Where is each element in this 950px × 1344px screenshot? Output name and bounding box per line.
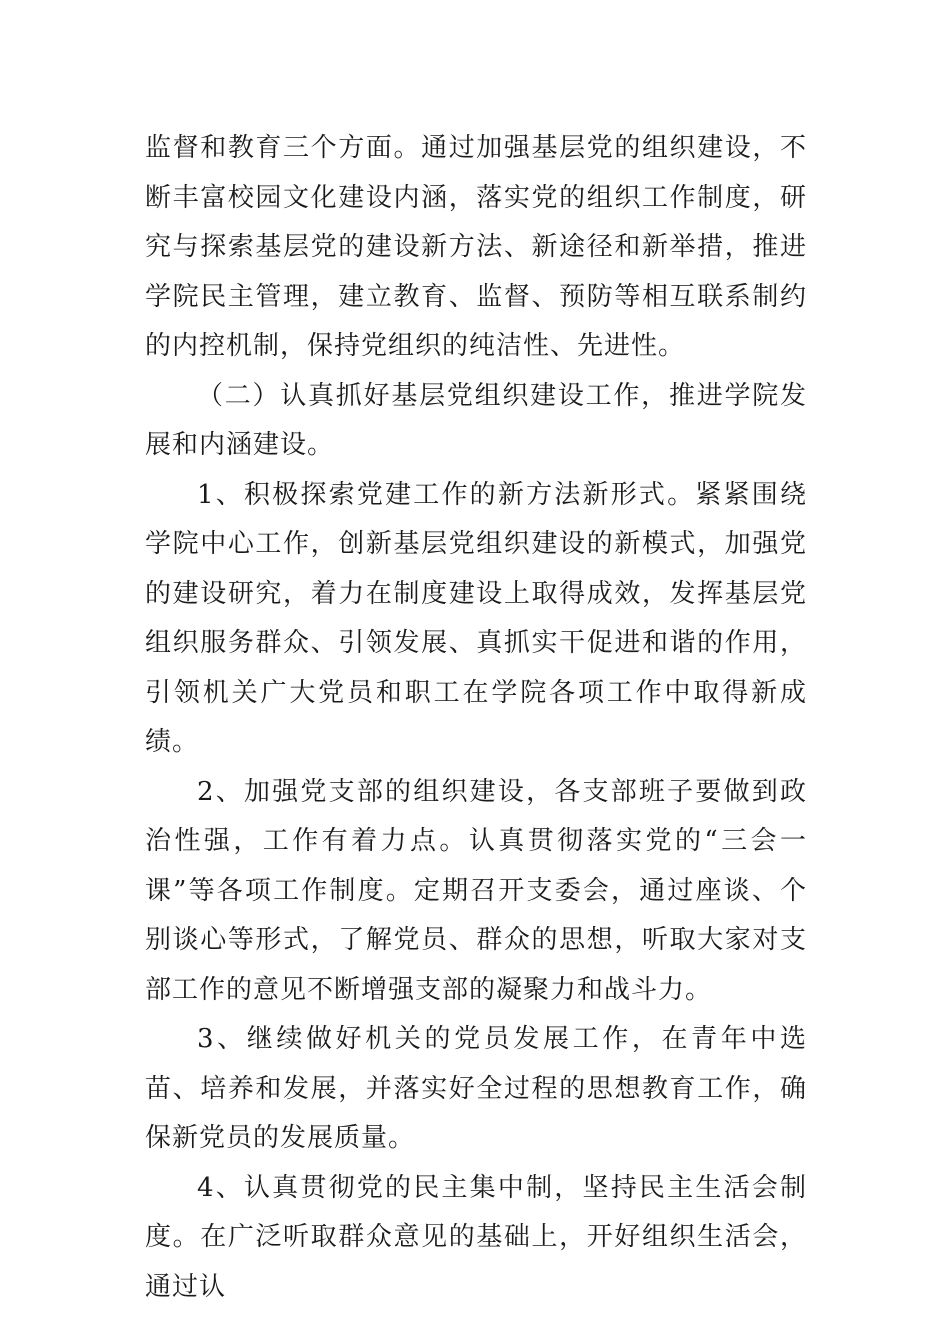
paragraph-item-4: 4、认真贯彻党的民主集中制，坚持民主生活会制度。在广泛听取群众意见的基础上，开好组织生活会，通过认 [145,1172,807,1302]
document-body [145,124,807,1312]
paragraph-item-2: 2、加强党支部的组织建设，各支部班子要做到政治性强，工作有着力点。认真贯彻落实党的“三会一课”等各项工作制度。定期召开支委会，通过座谈、个别谈心等形式，了解党员、群众的思想，听取大家对支部工作的意见不断增强支部的凝聚力和战斗力。 [145,776,807,1005]
paragraph-item-1: 1、积极探索党建工作的新方法新形式。紧紧围绕学院中心工作，创新基层党组织建设的新模式，加强党的建设研究，着力在制度建设上取得成效，发挥基层党组织服务群众、引领发展、真抓实干促进和谐的作用，引领机关广大党员和职工在学院各项工作中取得新成绩。 [145,479,807,757]
paragraph-supervision-education: 监督和教育三个方面。通过加强基层党的组织建设，不断丰富校园文化建设内涵，落实党的组织工作制度，研究与探索基层党的建设新方法、新途径和新举措，推进学院民主管理，建立教育、监督、预防等相互联系制约的内控机制，保持党组织的纯洁性、先进性。 [145,133,807,361]
section-heading-grassroots-party-building: （二）认真抓好基层党组织建设工作，推进学院发展和内涵建设。 [145,380,807,460]
paragraph-item-3: 3、继续做好机关的党员发展工作，在青年中选苗、培养和发展，并落实好全过程的思想教育工作，确保新党员的发展质量。 [145,1024,807,1153]
